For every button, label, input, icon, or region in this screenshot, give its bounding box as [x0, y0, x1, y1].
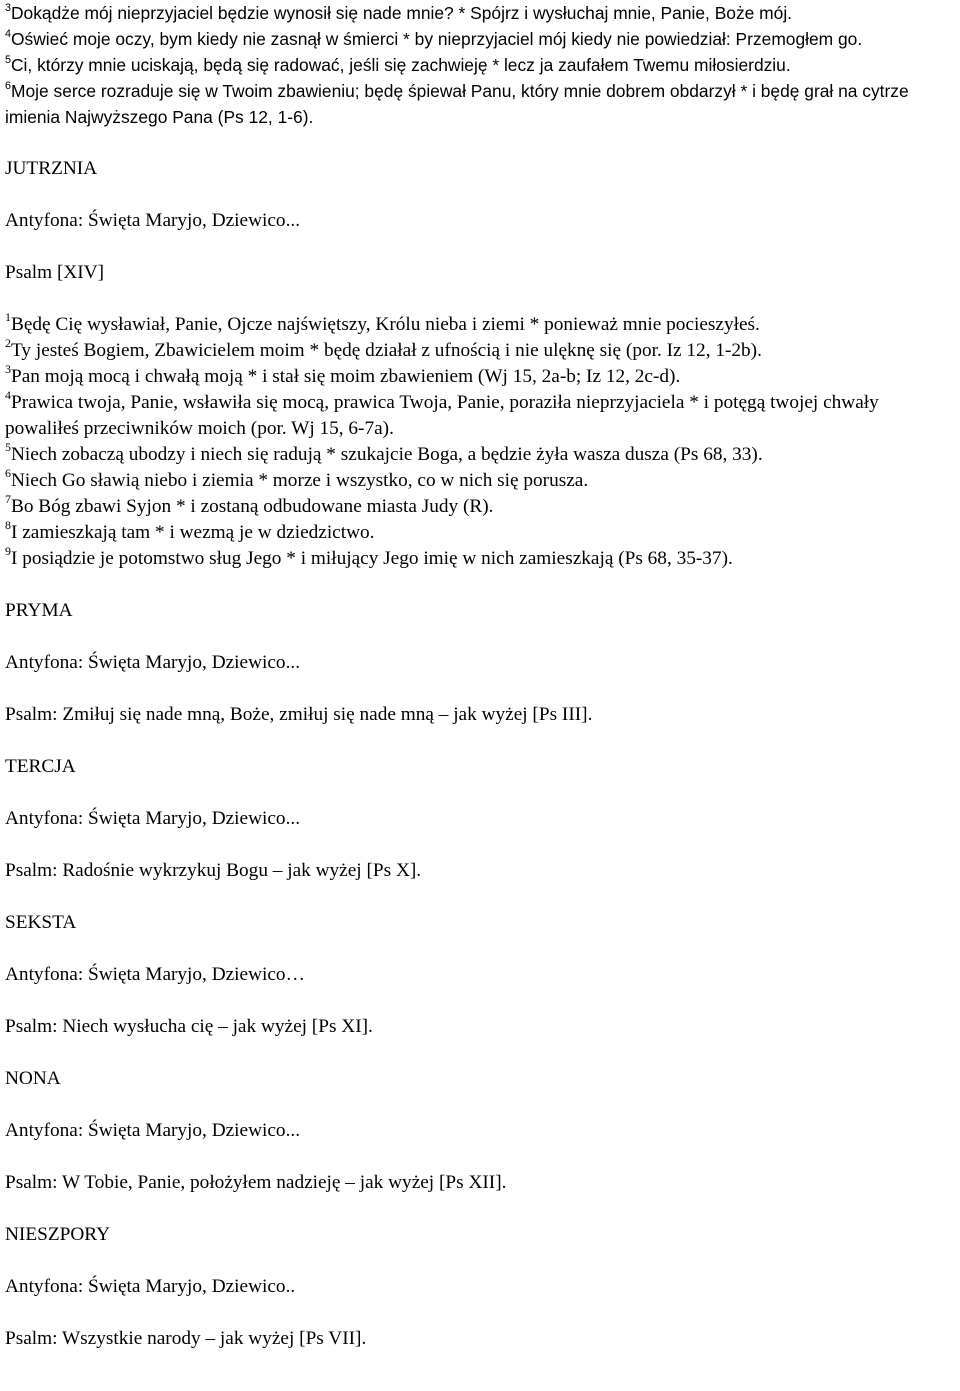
- verse: [5, 543, 955, 572]
- verse-text: Ty jesteś Bogiem, Zbawicielem moim * będę działał z ufnością i nie ulęknę się (por. Iz 12, 1-2b).: [10, 340, 762, 361]
- psalm-title: Psalm [XIV]: [5, 262, 105, 283]
- verse-text: Dokądże mój nieprzyjaciel będzie wynosił się nade mnie? * Spójrz i wysłuchaj mnie, Panie, Boże mój.: [11, 3, 793, 23]
- psalm-reference: Psalm: Wszystkie narody – jak wyżej [Ps VII].: [5, 1328, 367, 1349]
- section-heading: TERCJA: [5, 756, 76, 777]
- section-heading: SEKSTA: [5, 912, 77, 933]
- antiphon: Antyfona: Święta Maryjo, Dziewico…: [5, 964, 305, 985]
- verse: [5, 26, 955, 52]
- ps12-verses: [5, 0, 955, 130]
- verse-text: Oświeć moje oczy, bym kiedy nie zasnął w śmierci * by nieprzyjaciel mój kiedy nie powiedział: Przemogłem go.: [11, 29, 863, 49]
- verse-number: 4: [5, 387, 11, 402]
- verse: [5, 361, 955, 390]
- verse-text: Pan moją mocą i chwałą moją * i stał się moim zbawieniem (Wj 15, 2a-b; Iz 12, 2c-d).: [10, 366, 681, 387]
- verse-number: 5: [5, 439, 11, 454]
- verse-text: Bo Bóg zbawi Syjon * i zostaną odbudowane miasta Judy (R).: [10, 496, 494, 517]
- psalm-reference: Psalm: Radośnie wykrzykuj Bogu – jak wyżej [Ps X].: [5, 860, 422, 881]
- verse: [5, 0, 955, 26]
- antiphon: Antyfona: Święta Maryjo, Dziewico...: [5, 1120, 301, 1141]
- verse: [5, 439, 955, 468]
- verse-number: 7: [5, 491, 11, 506]
- document-page: [5, 0, 955, 1352]
- verse-text: Prawica twoja, Panie, wsławiła się mocą, prawica Twoja, Panie, poraziła nieprzyjaciela * i potęgą twojej chwały powaliłeś przeciwników moich (por. Wj 15, 6-7a).: [5, 392, 879, 439]
- antiphon: Antyfona: Święta Maryjo, Dziewico...: [5, 652, 301, 673]
- verse-text: Niech Go sławią niebo i ziemia * morze i wszystko, co w nich się porusza.: [10, 470, 589, 491]
- verse-text: Moje serce rozraduje się w Twoim zbawieniu; będę śpiewał Panu, który mnie dobrem obdarzył * i będę grał na cytrze imienia Najwyższego Pana (Ps 12, 1-6).: [5, 81, 909, 127]
- section-seksta: [5, 910, 955, 1040]
- section-jutrznia: [5, 156, 955, 572]
- verse: [5, 387, 955, 442]
- verse: [5, 517, 955, 546]
- verse-number: 3: [5, 1, 11, 14]
- section-pryma: [5, 598, 955, 728]
- antiphon: Antyfona: Święta Maryjo, Dziewico...: [5, 808, 301, 829]
- verse-text: Ci, którzy mnie uciskają, będą się radować, jeśli się zachwieję * lecz ja zaufałem Twemu miłosierdziu.: [11, 55, 791, 75]
- antiphon: Antyfona: Święta Maryjo, Dziewico...: [5, 210, 301, 231]
- section-heading: PRYMA: [5, 600, 73, 621]
- section-nona: [5, 1066, 955, 1196]
- psalm-reference: Psalm: Niech wysłucha cię – jak wyżej [Ps XI].: [5, 1016, 373, 1037]
- section-heading: NIESZPORY: [5, 1224, 110, 1245]
- verse: [5, 52, 955, 78]
- verse-number: 1: [5, 309, 11, 324]
- section-tercja: [5, 754, 955, 884]
- verse-number: 6: [5, 79, 11, 92]
- verse: [5, 465, 955, 494]
- verse-text: Niech zobaczą ubodzy i niech się radują * szukajcie Boga, a będzie żyła wasza dusza (Ps 68, 33).: [10, 444, 763, 465]
- section-heading: JUTRZNIA: [5, 158, 98, 179]
- verse-number: 8: [5, 517, 11, 532]
- verse-text: Będę Cię wysławiał, Panie, Ojcze najświętszy, Królu nieba i ziemi * ponieważ mnie pocieszyłeś.: [10, 314, 760, 335]
- verse-number: 9: [5, 543, 11, 558]
- verse: [5, 309, 955, 338]
- verse-text: I zamieszkają tam * i wezmą je w dziedzictwo.: [10, 522, 375, 543]
- verse-number: 4: [5, 27, 11, 40]
- section-nieszpory: [5, 1222, 955, 1352]
- verse-number: 6: [5, 465, 11, 480]
- psalm-reference: Psalm: W Tobie, Panie, położyłem nadzieję – jak wyżej [Ps XII].: [5, 1172, 507, 1193]
- section-heading: NONA: [5, 1068, 61, 1089]
- psalm-reference: Psalm: Zmiłuj się nade mną, Boże, zmiłuj się nade mną – jak wyżej [Ps III].: [5, 704, 593, 725]
- verse: [5, 335, 955, 364]
- verse: [5, 491, 955, 520]
- verse-number: 3: [5, 361, 11, 376]
- verse: [5, 78, 955, 130]
- verse-text: I posiądzie je potomstwo sług Jego * i miłujący Jego imię w nich zamieszkają (Ps 68, 35-37).: [10, 548, 733, 569]
- verse-number: 5: [5, 53, 11, 66]
- verse-number: 2: [5, 335, 11, 350]
- antiphon: Antyfona: Święta Maryjo, Dziewico..: [5, 1276, 296, 1297]
- psalm-verses: [5, 309, 955, 572]
